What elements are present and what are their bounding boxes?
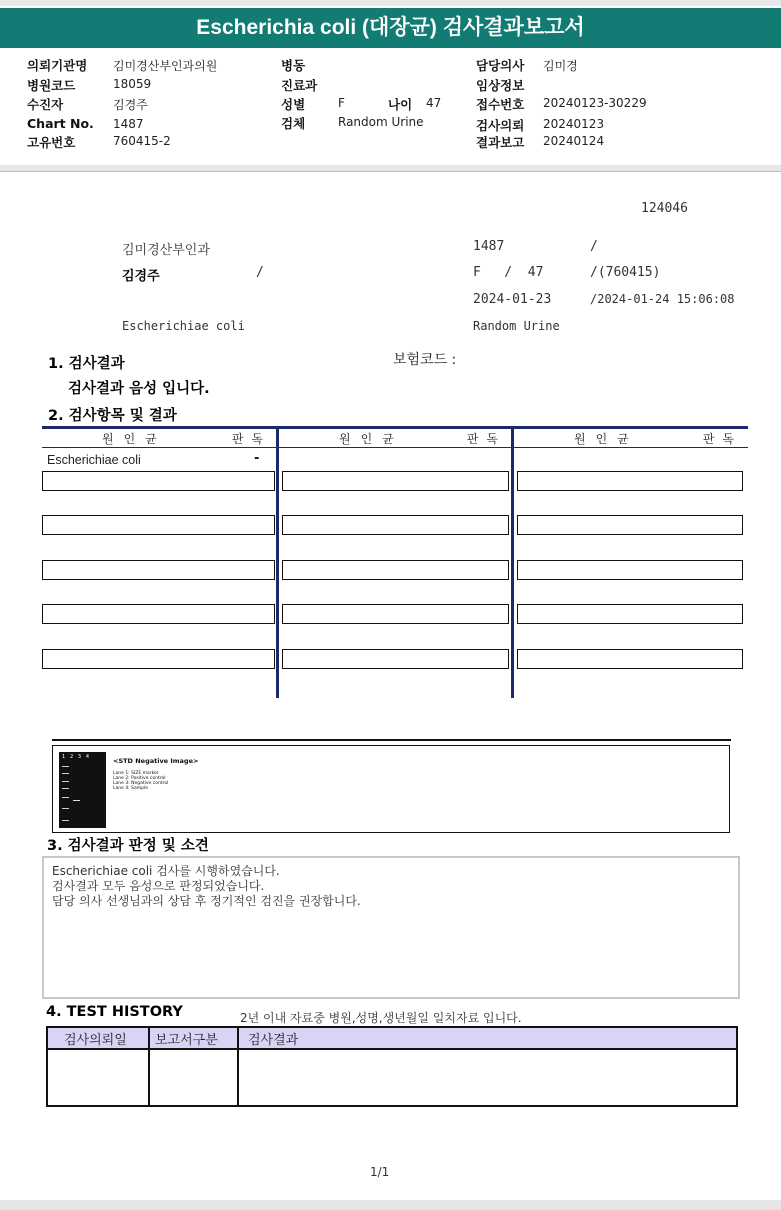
result-box: [282, 649, 509, 669]
history-col-result: 검사결과: [248, 1033, 299, 1048]
page-number: 1/1: [370, 1165, 390, 1179]
info-datetime: /2024-01-24 15:06:08: [590, 292, 735, 306]
opinion-line-3: 담당 의사 선생님과의 상담 후 정기적인 검진을 권장합니다.: [52, 894, 361, 908]
column-divider: [511, 426, 514, 698]
uid-value: 760415-2: [113, 134, 171, 148]
result-box: [282, 560, 509, 580]
column-header: [514, 426, 748, 448]
result-box: [42, 515, 275, 535]
column-header: [279, 426, 512, 448]
code-value: 18059: [113, 77, 152, 91]
judgement-header: 판독: [466, 432, 506, 446]
result-box: [517, 560, 743, 580]
result-box: [42, 649, 275, 669]
info-date: 2024-01-23: [473, 292, 552, 307]
clinical-label: 임상정보: [476, 78, 525, 93]
history-table: [46, 1026, 738, 1107]
history-note: 2년 이내 자료중 병원,성명,생년월일 일치자료 입니다.: [240, 1011, 522, 1025]
age-value: 47: [426, 96, 442, 110]
specimen-label: 검체: [281, 116, 306, 131]
gel-lane3: Lane 3: Negative control: [113, 781, 169, 786]
gel-image: [59, 752, 106, 828]
info-slash2: /: [256, 265, 264, 280]
result-box: [282, 471, 509, 491]
info-birth: /(760415): [590, 265, 661, 280]
result-box: [282, 604, 509, 624]
patient-label: 수진자: [27, 97, 64, 112]
age-label: 나이: [388, 97, 413, 112]
insurance-code-label: 보험코드 :: [393, 352, 457, 368]
doctor-value: 김미경: [543, 59, 578, 73]
report-title: Escherichia coli (대장균) 검사결과보고서: [0, 8, 781, 48]
header-divider-line: [0, 171, 781, 172]
history-col-request-date: 검사의뢰일: [64, 1033, 127, 1048]
code-label: 병원코드: [27, 78, 76, 93]
section1-title: 1. 검사결과: [48, 356, 125, 372]
section2-title: 2. 검사항목 및 결과: [48, 408, 177, 424]
result-box: [517, 649, 743, 669]
info-patient: 김경주: [122, 269, 160, 284]
sex-label: 성별: [281, 97, 306, 112]
info-test: Escherichiae coli: [122, 319, 245, 333]
result-box: [42, 471, 275, 491]
gel-lane-numbers: 1 2 3 4: [62, 754, 90, 760]
info-chart: 1487: [473, 239, 505, 254]
opinion-line-2: 검사결과 모두 음성으로 판정되었습니다.: [52, 879, 265, 893]
uid-label: 고유번호: [27, 135, 76, 150]
judgement-header: 판독: [231, 432, 271, 446]
specimen-value: Random Urine: [338, 115, 424, 129]
reported-value: 20240124: [543, 134, 605, 148]
organism-header: 원인균: [339, 432, 404, 446]
column-divider: [276, 426, 279, 698]
gel-image-frame: [52, 745, 730, 833]
request-label: 검사의뢰: [476, 118, 525, 133]
request-value: 20240123: [543, 117, 605, 131]
history-table-header: [48, 1028, 736, 1050]
footer-strip: [0, 1200, 781, 1210]
info-clinic: 김미경산부인과: [122, 243, 210, 258]
chart-value: 1487: [113, 117, 144, 131]
result-box: [517, 471, 743, 491]
top-strip: [0, 0, 781, 6]
receipt-value: 20240123-30229: [543, 96, 647, 110]
result-box: [42, 560, 275, 580]
opinion-box: [42, 856, 740, 999]
organism-result: -: [254, 451, 260, 466]
info-sex-age: F / 47: [473, 265, 544, 280]
doctor-label: 담당의사: [476, 58, 525, 73]
result-box: [42, 604, 275, 624]
sex-value: F: [338, 96, 345, 110]
organism-name: Escherichiae coli: [47, 453, 141, 467]
hospital-label: 의뢰기관명: [27, 58, 88, 73]
reported-label: 결과보고: [476, 135, 525, 150]
gel-legend: [113, 771, 168, 791]
gel-lane1: Lane 1: SIZE marker: [113, 771, 159, 776]
result-box: [282, 515, 509, 535]
gel-lane2: Lane 2: Positive control: [113, 776, 166, 781]
ward-label: 병동: [281, 58, 306, 73]
section4-title: 4. TEST HISTORY: [46, 1004, 183, 1020]
judgement-header: 판독: [702, 432, 742, 446]
section1-result: 검사결과 음성 입니다.: [68, 381, 210, 397]
patient-value: 김경주: [113, 98, 148, 112]
organism-header: 원인균: [574, 432, 639, 446]
chart-label: Chart No.: [27, 116, 94, 131]
hospital-value: 김미경산부인과의원: [113, 59, 218, 73]
result-box: [517, 515, 743, 535]
history-col-report-type: 보고서구분: [155, 1033, 218, 1048]
gel-lane4: Lane 4: Sample: [113, 786, 148, 791]
info-slash: /: [590, 239, 598, 254]
id-number: 124046: [641, 201, 688, 216]
receipt-label: 접수번호: [476, 97, 525, 112]
column-header: [42, 426, 277, 448]
image-top-rule: [52, 739, 731, 741]
section3-title: 3. 검사결과 판정 및 소견: [47, 838, 209, 854]
gel-image-title: <STD Negative Image>: [113, 757, 199, 765]
organism-header: 원인균: [102, 432, 167, 446]
history-col-divider: [237, 1028, 239, 1105]
info-specimen: Random Urine: [473, 319, 560, 333]
history-col-divider: [148, 1028, 150, 1105]
opinion-line-1: Escherichiae coli 검사를 시행하였습니다.: [52, 864, 280, 878]
result-box: [517, 604, 743, 624]
dept-label: 진료과: [281, 78, 318, 93]
